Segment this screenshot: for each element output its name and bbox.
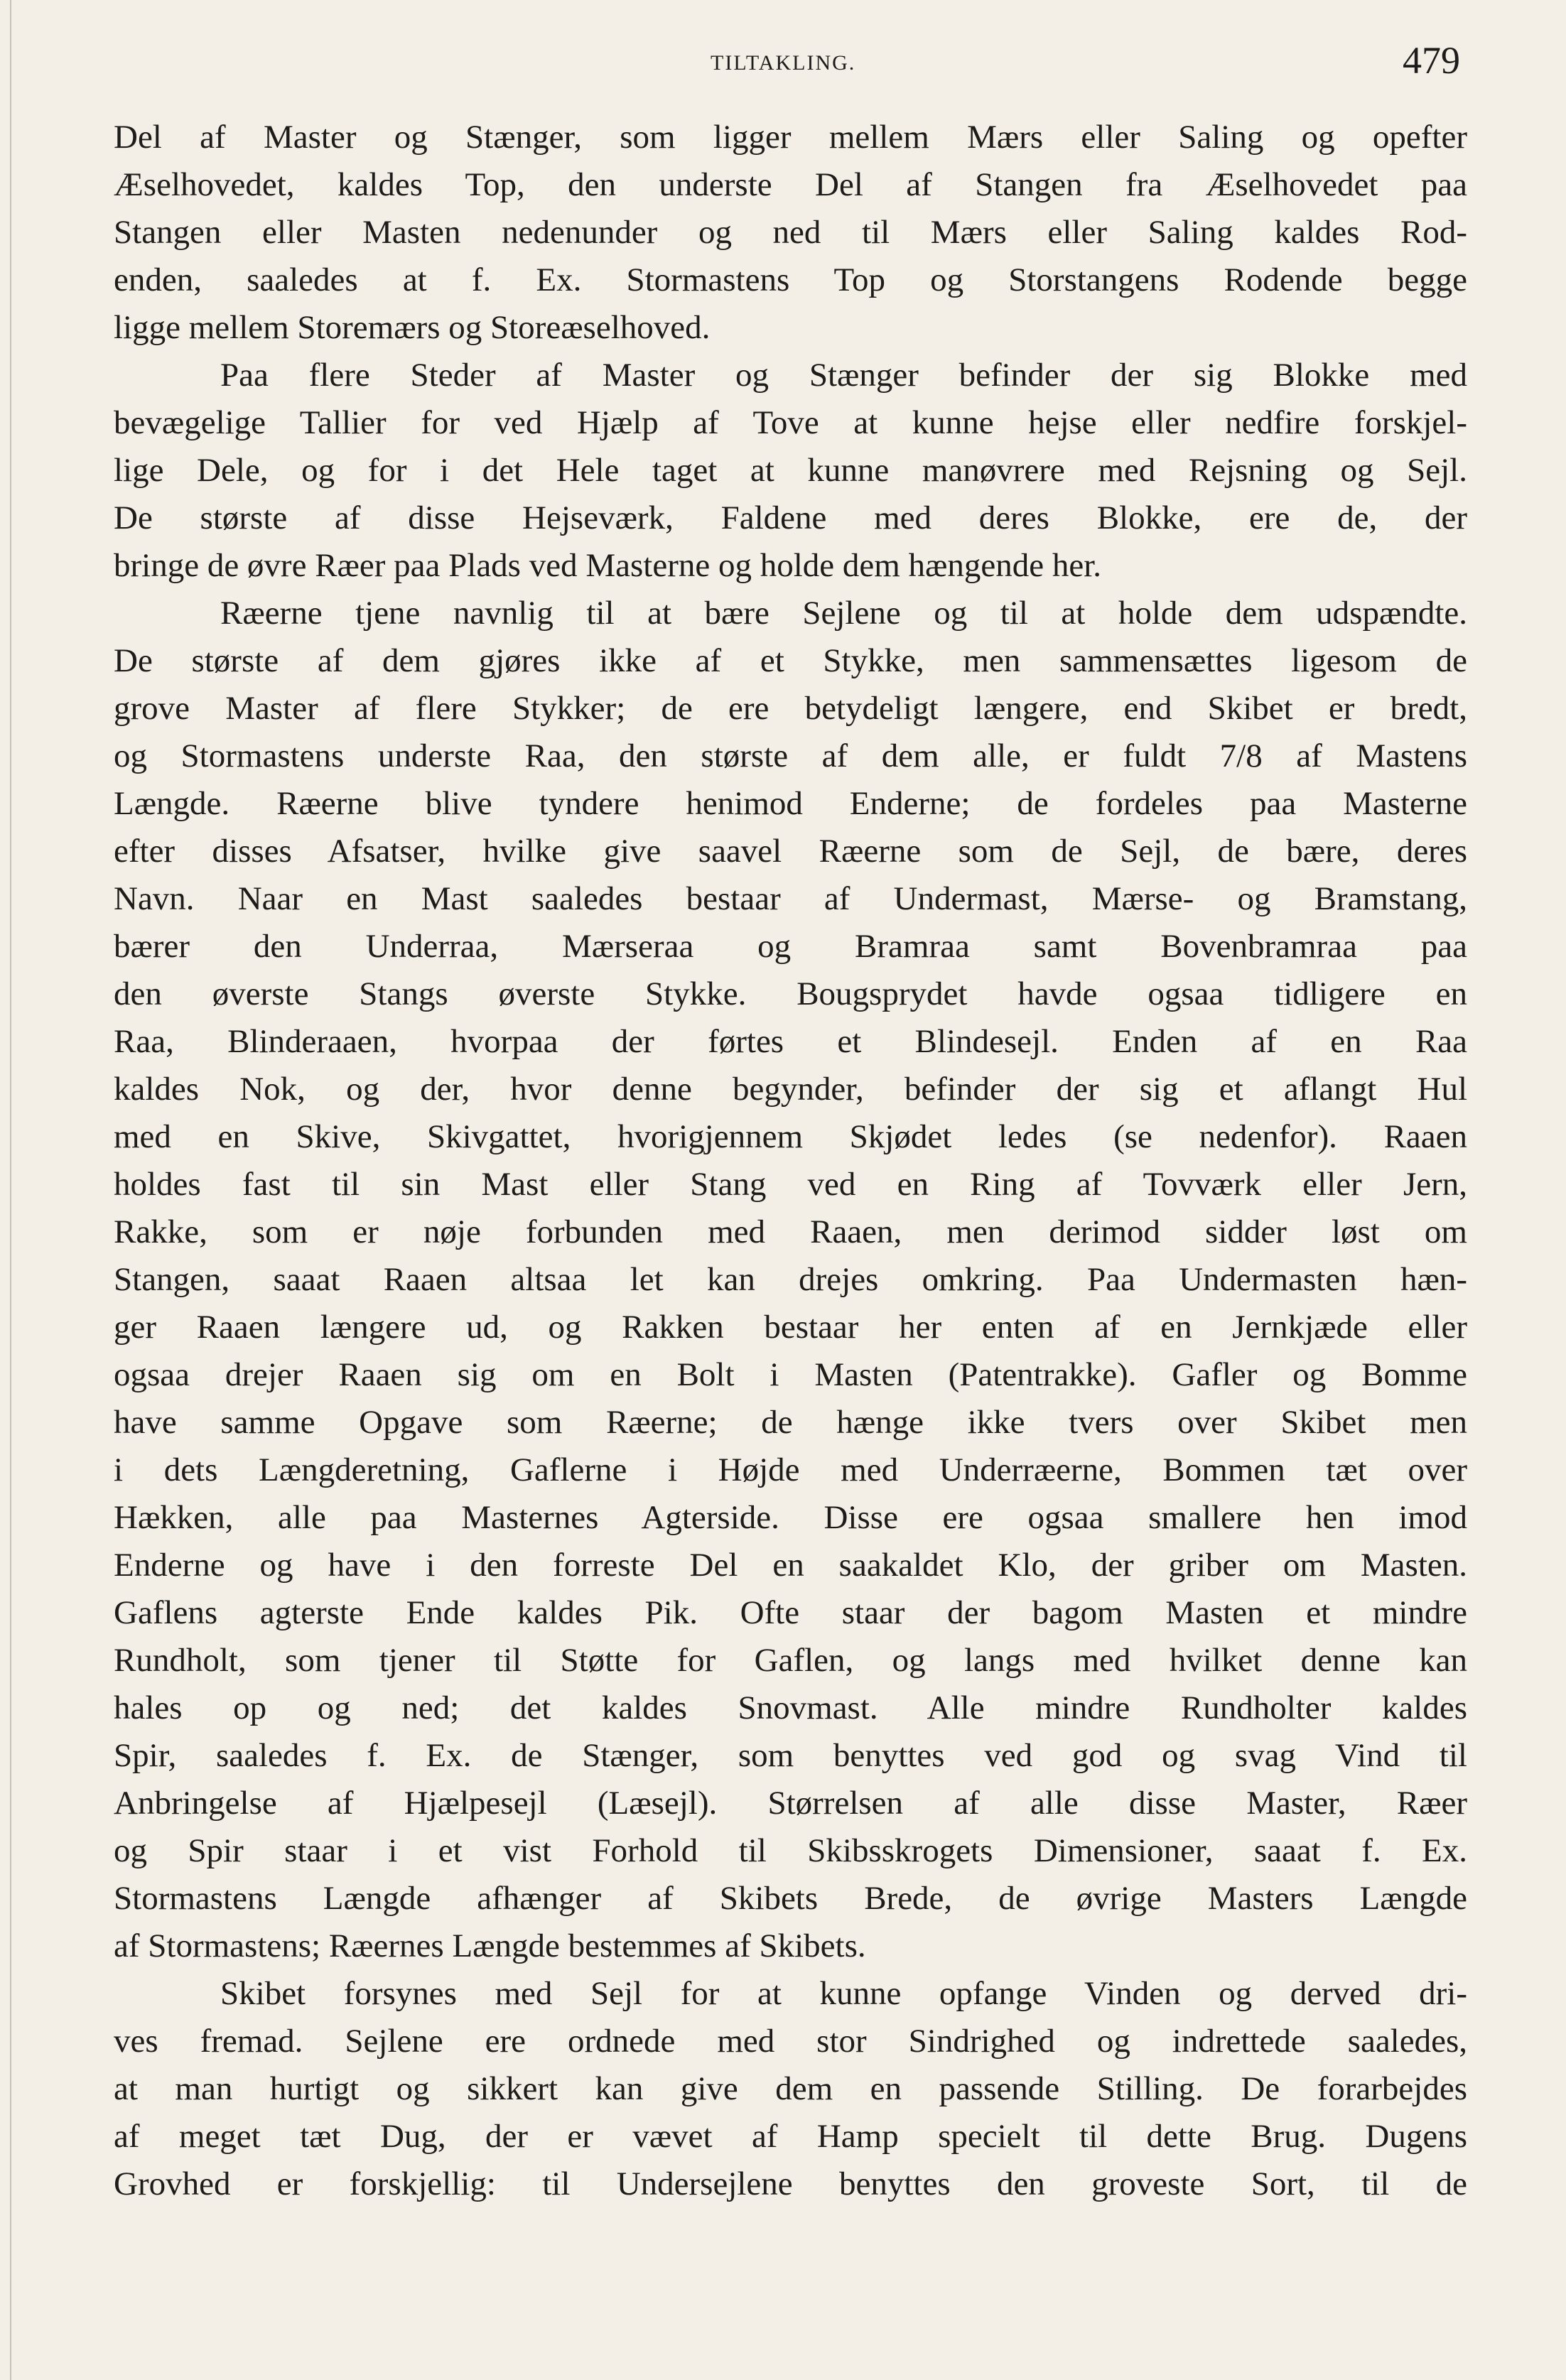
text-line: i dets Længderetning, Gaflerne i Højde med Underræerne, Bommen tæt over: [114, 1451, 1467, 1488]
text-line: grove Master af flere Stykker; de ere betydeligt længere, end Skibet er bredt,: [114, 690, 1467, 727]
text-line: ogsaa drejer Raaen sig om en Bolt i Masten (Patentrakke). Gafler og Bomme: [114, 1356, 1467, 1393]
text-line: af Stormastens; Ræernes Længde bestemmes af Skibets.: [114, 1927, 866, 1964]
text-line: Raa, Blinderaaen, hvorpaa der førtes et Blindesejl. Enden af en Raa: [114, 1023, 1467, 1060]
text-line: holdes fast til sin Mast eller Stang ved en Ring af Tovværk eller Jern,: [114, 1166, 1467, 1203]
text-line: Skibet forsynes med Sejl for at kunne opfange Vinden og derved dri-: [220, 1975, 1467, 2012]
text-line: ger Raaen længere ud, og Rakken bestaar her enten af en Jernkjæde eller: [114, 1309, 1467, 1346]
text-line: Æselhovedet, kaldes Top, den underste Del af Stangen fra Æselhovedet paa: [114, 166, 1467, 203]
page-edge-shadow: [10, 0, 11, 2380]
text-line: efter disses Afsatser, hvilke give saavel Ræerne som de Sejl, de bære, deres: [114, 833, 1467, 870]
text-line: De største af disse Hejseværk, Faldene med deres Blokke, ere de, der: [114, 499, 1467, 536]
text-line: Del af Master og Stænger, som ligger mellem Mærs eller Saling og opefter: [114, 119, 1467, 156]
text-line: med en Skive, Skivgattet, hvorigjennem Skjødet ledes (se nedenfor). Raaen: [114, 1118, 1467, 1155]
text-line: af meget tæt Dug, der er vævet af Hamp specielt til dette Brug. Dugens: [114, 2118, 1467, 2155]
text-line: Ræerne tjene navnlig til at bære Sejlene og til at holde dem udspændte.: [220, 595, 1467, 632]
running-title: TILTAKLING.: [711, 51, 856, 75]
text-line: bevægelige Tallier for ved Hjælp af Tove at kunne hejse eller nedfire forskjel-: [114, 404, 1467, 441]
page-number: 479: [1403, 39, 1460, 82]
text-line: Enderne og have i den forreste Del en saakaldet Klo, der griber om Masten.: [114, 1547, 1467, 1584]
text-line: den øverste Stangs øverste Stykke. Bougsprydet havde ogsaa tidligere en: [114, 975, 1467, 1012]
text-line: og Spir staar i et vist Forhold til Skibsskrogets Dimensioner, saaat f. Ex.: [114, 1832, 1467, 1869]
text-line: Anbringelse af Hjælpesejl (Læsejl). Størrelsen af alle disse Master, Ræer: [114, 1785, 1467, 1822]
text-line: De største af dem gjøres ikke af et Stykke, men sammensættes ligesom de: [114, 642, 1467, 679]
text-line: at man hurtigt og sikkert kan give dem en passende Stilling. De forarbejdes: [114, 2070, 1467, 2107]
text-line: Længde. Ræerne blive tyndere henimod Enderne; de fordeles paa Masterne: [114, 785, 1467, 822]
text-line: Hækken, alle paa Masternes Agterside. Disse ere ogsaa smallere hen imod: [114, 1499, 1467, 1536]
text-line: ves fremad. Sejlene ere ordnede med stor Sindrighed og indrettede saaledes,: [114, 2023, 1467, 2060]
text-line: Stangen, saaat Raaen altsaa let kan drejes omkring. Paa Undermasten hæn-: [114, 1261, 1467, 1298]
text-line: Gaflens agterste Ende kaldes Pik. Ofte staar der bagom Masten et mindre: [114, 1594, 1467, 1631]
text-line: Rakke, som er nøje forbunden med Raaen, men derimod sidder løst om: [114, 1213, 1467, 1250]
running-head: [0, 31, 1566, 88]
text-line: Navn. Naar en Mast saaledes bestaar af Undermast, Mærse- og Bramstang,: [114, 880, 1467, 917]
text-line: og Stormastens underste Raa, den største af dem alle, er fuldt 7/8 af Mastens: [114, 737, 1467, 774]
text-line: Grovhed er forskjellig: til Undersejlene benyttes den groveste Sort, til de: [114, 2165, 1467, 2202]
text-line: bærer den Underraa, Mærseraa og Bramraa samt Bovenbramraa paa: [114, 928, 1467, 965]
text-line: have samme Opgave som Ræerne; de hænge ikke tvers over Skibet men: [114, 1404, 1467, 1441]
text-line: bringe de øvre Ræer paa Plads ved Masterne og holde dem hængende her.: [114, 547, 1102, 584]
text-line: Stangen eller Masten nedenunder og ned til Mærs eller Saling kaldes Rod-: [114, 214, 1467, 251]
text-line: Stormastens Længde afhænger af Skibets Brede, de øvrige Masters Længde: [114, 1880, 1467, 1917]
text-line: enden, saaledes at f. Ex. Stormastens Top og Storstangens Rodende begge: [114, 261, 1467, 298]
text-line: Spir, saaledes f. Ex. de Stænger, som benyttes ved god og svag Vind til: [114, 1737, 1467, 1774]
text-line: lige Dele, og for i det Hele taget at kunne manøvrere med Rejsning og Sejl.: [114, 452, 1467, 489]
text-line: Paa flere Steder af Master og Stænger befinder der sig Blokke med: [220, 357, 1467, 394]
body-text: [114, 114, 1467, 2208]
text-line: kaldes Nok, og der, hvor denne begynder, befinder der sig et aflangt Hul: [114, 1071, 1467, 1108]
text-line: ligge mellem Storemærs og Storeæselhoved.: [114, 309, 711, 346]
text-line: hales op og ned; det kaldes Snovmast. Alle mindre Rundholter kaldes: [114, 1689, 1467, 1726]
text-line: Rundholt, som tjener til Støtte for Gaflen, og langs med hvilket denne kan: [114, 1642, 1467, 1679]
